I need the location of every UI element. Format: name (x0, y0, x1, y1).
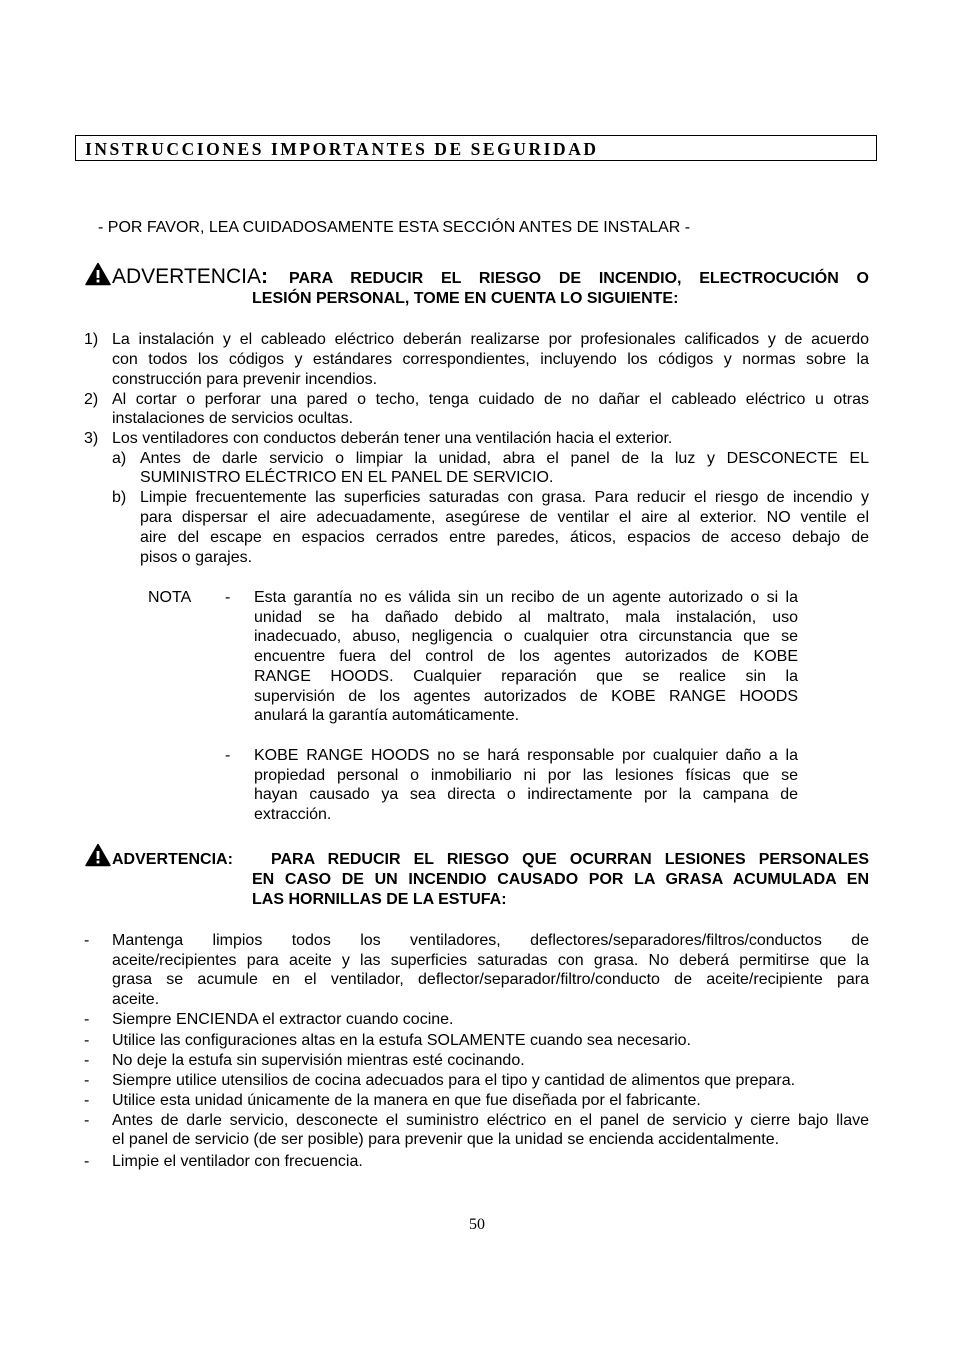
sublist-item-line: pisos o garajes. (140, 549, 253, 566)
list-number: 2) (84, 391, 99, 408)
note-line: encuentre fuera del control de los agentes autorizados de KOBE (254, 648, 798, 665)
warning-text-line: PARA REDUCIR EL RIESGO DE INCENDIO, ELECTROCUCIÓN O (289, 270, 869, 287)
sublist-item-line: SUMINISTRO ELÉCTRICO EN EL PANEL DE SERVICIO. (140, 469, 554, 486)
bullet-line: Limpie el ventilador con frecuencia. (112, 1153, 363, 1170)
section-header (75, 135, 877, 161)
note-line: KOBE RANGE HOODS no se hará responsable por cualquier daño a la (254, 747, 798, 764)
sublist-letter: b) (112, 489, 127, 506)
note-label: NOTA (148, 589, 192, 606)
sublist-letter: a) (112, 450, 127, 467)
list-item-line: Al cortar o perforar una pared o techo, tenga cuidado de no dañar el cableado eléctrico u otras (112, 391, 869, 408)
bullet-line: grasa se acumule en el ventilador, deflector/separador/filtro/conducto de aceite/recipiente para (112, 971, 869, 988)
page-number: 50 (469, 1216, 485, 1233)
warning-text-line: PARA REDUCIR EL RIESGO QUE OCURRAN LESIONES PERSONALES (271, 851, 869, 868)
warning-text-line: EN CASO DE UN INCENDIO CAUSADO POR LA GRASA ACUMULADA EN (252, 871, 869, 888)
bullet-line: Mantenga limpios todos los ventiladores, deflectores/separadores/filtros/conductos de (112, 932, 869, 949)
sublist-item-line: para dispersar el aire adecuadamente, asegúrese de ventilar el aire al exterior. NO ventile el (140, 509, 869, 526)
note-line: RANGE HOODS. Cualquier reparación que se realice sin la (254, 668, 798, 685)
list-number: 1) (84, 331, 99, 348)
bullet-dash: - (84, 1112, 90, 1129)
bullet-dash: - (84, 1032, 90, 1049)
section-title: INSTRUCCIONES IMPORTANTES DE SEGURIDAD (85, 139, 599, 159)
list-number: 3) (84, 430, 99, 447)
bullet-line: Siempre utilice utensilios de cocina adecuados para el tipo y cantidad de alimentos que prepara. (112, 1072, 796, 1089)
note-line: inadecuado, abuso, negligencia o cualquier otra circunstancia que se (254, 628, 798, 645)
warning-text-line: LAS HORNILLAS DE LA ESTUFA: (252, 891, 507, 908)
note-line: unidad se ha dañado debido al maltrato, mala instalación, uso (254, 609, 798, 626)
bullet-dash: - (84, 1092, 90, 1109)
note-dash: - (225, 747, 231, 764)
list-item-line: con todos los códigos y estándares correspondientes, incluyendo los códigos y normas sobre la (112, 351, 869, 368)
sublist-item-line: aire del escape en espacios cerrados entre paredes, áticos, espacios de acceso debajo de (140, 529, 869, 546)
bullet-dash: - (84, 1072, 90, 1089)
warning-icon (85, 262, 111, 286)
bullet-line: Utilice esta unidad únicamente de la manera en que fue diseñada por el fabricante. (112, 1092, 701, 1109)
instruction-subtitle: - POR FAVOR, LEA CUIDADOSAMENTE ESTA SECCIÓN ANTES DE INSTALAR - (98, 219, 691, 236)
bullet-dash: - (84, 1011, 90, 1028)
bullet-line: Utilice las configuraciones altas en la estufa SOLAMENTE cuando sea necesario. (112, 1032, 691, 1049)
sublist-item-line: Antes de darle servicio o limpiar la unidad, abra el panel de la luz y DESCONECTE EL (140, 450, 869, 467)
bullet-dash: - (84, 1153, 90, 1170)
warning-icon (85, 843, 111, 867)
warning-label: ADVERTENCIA: (112, 851, 233, 868)
bullet-line: Antes de darle servicio, desconecte el suministro eléctrico en el panel de servicio y cierre bajo llave (112, 1112, 869, 1129)
list-item-line: La instalación y el cableado eléctrico deberán realizarse por profesionales calificados y de acuerdo (112, 331, 869, 348)
sublist-item-line: Limpie frecuentemente las superficies saturadas con grasa. Para reducir el riesgo de incendio y (140, 489, 869, 506)
note-dash: - (225, 589, 231, 606)
warning-label: ADVERTENCIA: (112, 265, 268, 288)
bullet-dash: - (84, 932, 90, 949)
bullet-line: Siempre ENCIENDA el extractor cuando cocine. (112, 1011, 454, 1028)
note-line: Esta garantía no es válida sin un recibo de un agente autorizado o si la (254, 589, 798, 606)
list-item-line: Los ventiladores con conductos deberán tener una ventilación hacia el exterior. (112, 430, 673, 447)
note-line: anulará la garantía automáticamente. (254, 707, 520, 724)
bullet-line: aceite/recipientes para aceite y las superficies saturadas con grasa. No deberá permitirse que la (112, 952, 869, 969)
note-line: hayan causado ya sea directa o indirectamente por la campana de (254, 786, 798, 803)
note-line: extracción. (254, 806, 332, 823)
bullet-dash: - (84, 1052, 90, 1069)
bullet-line: el panel de servicio (de ser posible) para prevenir que la unidad se encienda accidentalmente. (112, 1131, 780, 1148)
list-item-line: construcción para prevenir incendios. (112, 371, 378, 388)
note-line: propiedad personal o inmobiliario ni por las lesiones físicas que se (254, 767, 798, 784)
bullet-line: No deje la estufa sin supervisión mientras esté cocinando. (112, 1052, 525, 1069)
warning-text-line: LESIÓN PERSONAL, TOME EN CUENTA LO SIGUIENTE: (252, 290, 679, 307)
bullet-line: aceite. (112, 991, 160, 1008)
list-item-line: instalaciones de servicios ocultas. (112, 410, 354, 427)
note-line: supervisión de los agentes autorizados de KOBE RANGE HOODS (254, 688, 798, 705)
